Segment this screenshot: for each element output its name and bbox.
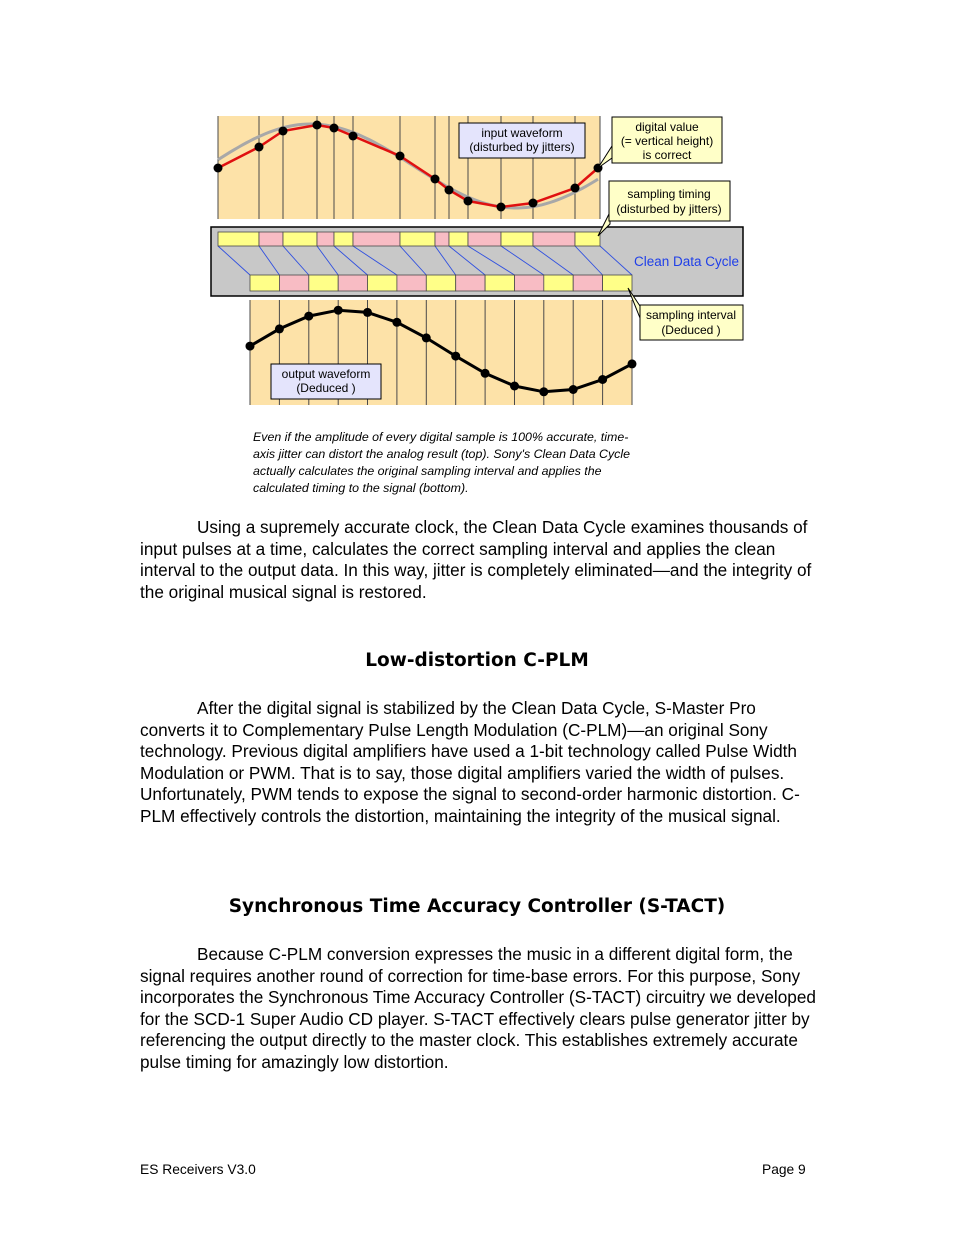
jittered-block [259, 232, 283, 246]
clean-data-cycle-paragraph: Using a supremely accurate clock, the Clean Data Cycle examines thousands of input pulses at a time, calculates the correct sampling interval and applies the clean interval to the output data. In this way, jitter is completely eliminated—and the integrity of the original musical signal is restored. [140, 517, 812, 602]
clean-block [309, 275, 338, 291]
jittered-block [449, 232, 468, 246]
cplm-heading: Low-distortion C-PLM [365, 650, 589, 671]
clean-block [603, 275, 632, 291]
svg-text:(Deduced ): (Deduced ) [296, 381, 356, 395]
clean-block [485, 275, 514, 291]
output-sample-dot [334, 306, 343, 315]
jittered-block [533, 232, 575, 246]
clean-block [544, 275, 573, 291]
output-sample-dot [510, 382, 519, 391]
svg-text:sampling timing: sampling timing [627, 187, 711, 201]
jittered-block [575, 232, 600, 246]
input-sample-dot [529, 199, 538, 208]
svg-text:sampling interval: sampling interval [645, 308, 737, 322]
output-sample-dot [246, 342, 255, 351]
clean-block [397, 275, 426, 291]
input-sample-dot [571, 184, 580, 193]
jittered-block [400, 232, 435, 246]
svg-text:output waveform: output waveform [281, 367, 371, 381]
input-sample-dot [445, 186, 454, 195]
output-sample-dot [275, 324, 284, 333]
sampling-interval-note [640, 305, 743, 340]
input-sample-dot [313, 121, 322, 130]
clean-block [250, 275, 279, 291]
input-waveform-label [459, 123, 585, 158]
clean-block [515, 275, 544, 291]
input-sample-dot [396, 152, 405, 161]
clean-data-cycle-diagram [205, 110, 750, 410]
clean-block [338, 275, 367, 291]
input-sample-dot [431, 175, 440, 184]
output-sample-dot [304, 312, 313, 321]
output-waveform-label [271, 364, 381, 399]
input-sample-dot [464, 197, 473, 206]
footer-page-number: Page 9 [762, 1162, 806, 1177]
jittered-timing-blocks [218, 232, 600, 246]
jittered-block [435, 232, 449, 246]
cplm-paragraph: After the digital signal is stabilized by the Clean Data Cycle, S-Master Pro converts it to Complementary Pulse Length Modulation (C-PLM)—an original Sony technology. Previous digital amplifiers have used a 1-bit technology called Pulse Width Modulation or PWM. That is to say, those digital amplifiers varied the width of pulses. Unfortunately, PWM tends to expose the signal to second-order harmonic distortion. C-PLM effectively controls the distortion, maintaining the integrity of the musical signal. [140, 698, 800, 826]
footer-doc-title: ES Receivers V3.0 [140, 1162, 256, 1177]
stact-heading: Synchronous Time Accuracy Controller (S-TACT) [228, 896, 726, 917]
jittered-block [353, 232, 400, 246]
svg-text:(disturbed by jitters): (disturbed by jitters) [469, 140, 575, 154]
input-sample-dot [279, 127, 288, 136]
input-sample-dot [497, 203, 506, 212]
figure-caption: Even if the amplitude of every digital sample is 100% accurate, time- axis jitter can distort the analog result (top). Sony's Clean Data Cycle actually calculates the original sampling interval and applies the calculated timing to the signal (bottom). [253, 430, 631, 495]
output-sample-dot [451, 352, 460, 361]
output-sample-dot [422, 333, 431, 342]
jittered-block [468, 232, 501, 246]
svg-text:is correct: is correct [642, 148, 692, 162]
output-sample-dot [363, 308, 372, 317]
clean-block [426, 275, 455, 291]
sampling-timing-note [609, 181, 730, 221]
digital-value-note [612, 117, 722, 163]
output-sample-dot [569, 385, 578, 394]
clean-data-cycle-label: Clean Data Cycle [634, 254, 740, 269]
clean-block [456, 275, 485, 291]
jittered-block [218, 232, 259, 246]
jittered-block [317, 232, 334, 246]
input-sample-dot [330, 124, 339, 133]
output-sample-dot [598, 375, 607, 384]
stact-paragraph: Because C-PLM conversion expresses the music in a different digital form, the signal requires another round of correction for time-base errors. For this purpose, Sony incorporates the Synchronous Time Accuracy Controller (S-TACT) circuitry we developed for the SCD-1 Super Audio CD player. S-TACT effectively clears pulse generator jitter by referencing the output directly to the master clock. This establishes extremely accurate pulse timing for amazingly low distortion. [140, 944, 816, 1072]
clean-block [573, 275, 602, 291]
output-sample-dot [539, 387, 548, 396]
jittered-block [501, 232, 533, 246]
output-sample-dot [392, 318, 401, 327]
svg-text:input waveform: input waveform [481, 126, 563, 140]
jittered-block [283, 232, 317, 246]
svg-text:(disturbed by jitters): (disturbed by jitters) [616, 202, 722, 216]
svg-text:(= vertical height): (= vertical height) [620, 134, 714, 148]
clean-timing-blocks [250, 275, 632, 291]
clean-block [279, 275, 308, 291]
output-sample-dot [481, 369, 490, 378]
input-sample-dot [214, 164, 223, 173]
svg-text:(Deduced ): (Deduced ) [661, 323, 721, 337]
svg-text:digital value: digital value [635, 120, 699, 134]
jittered-block [334, 232, 353, 246]
output-sample-dot [628, 359, 637, 368]
clean-block [368, 275, 397, 291]
input-sample-dot [349, 132, 358, 141]
input-sample-dot [255, 143, 264, 152]
